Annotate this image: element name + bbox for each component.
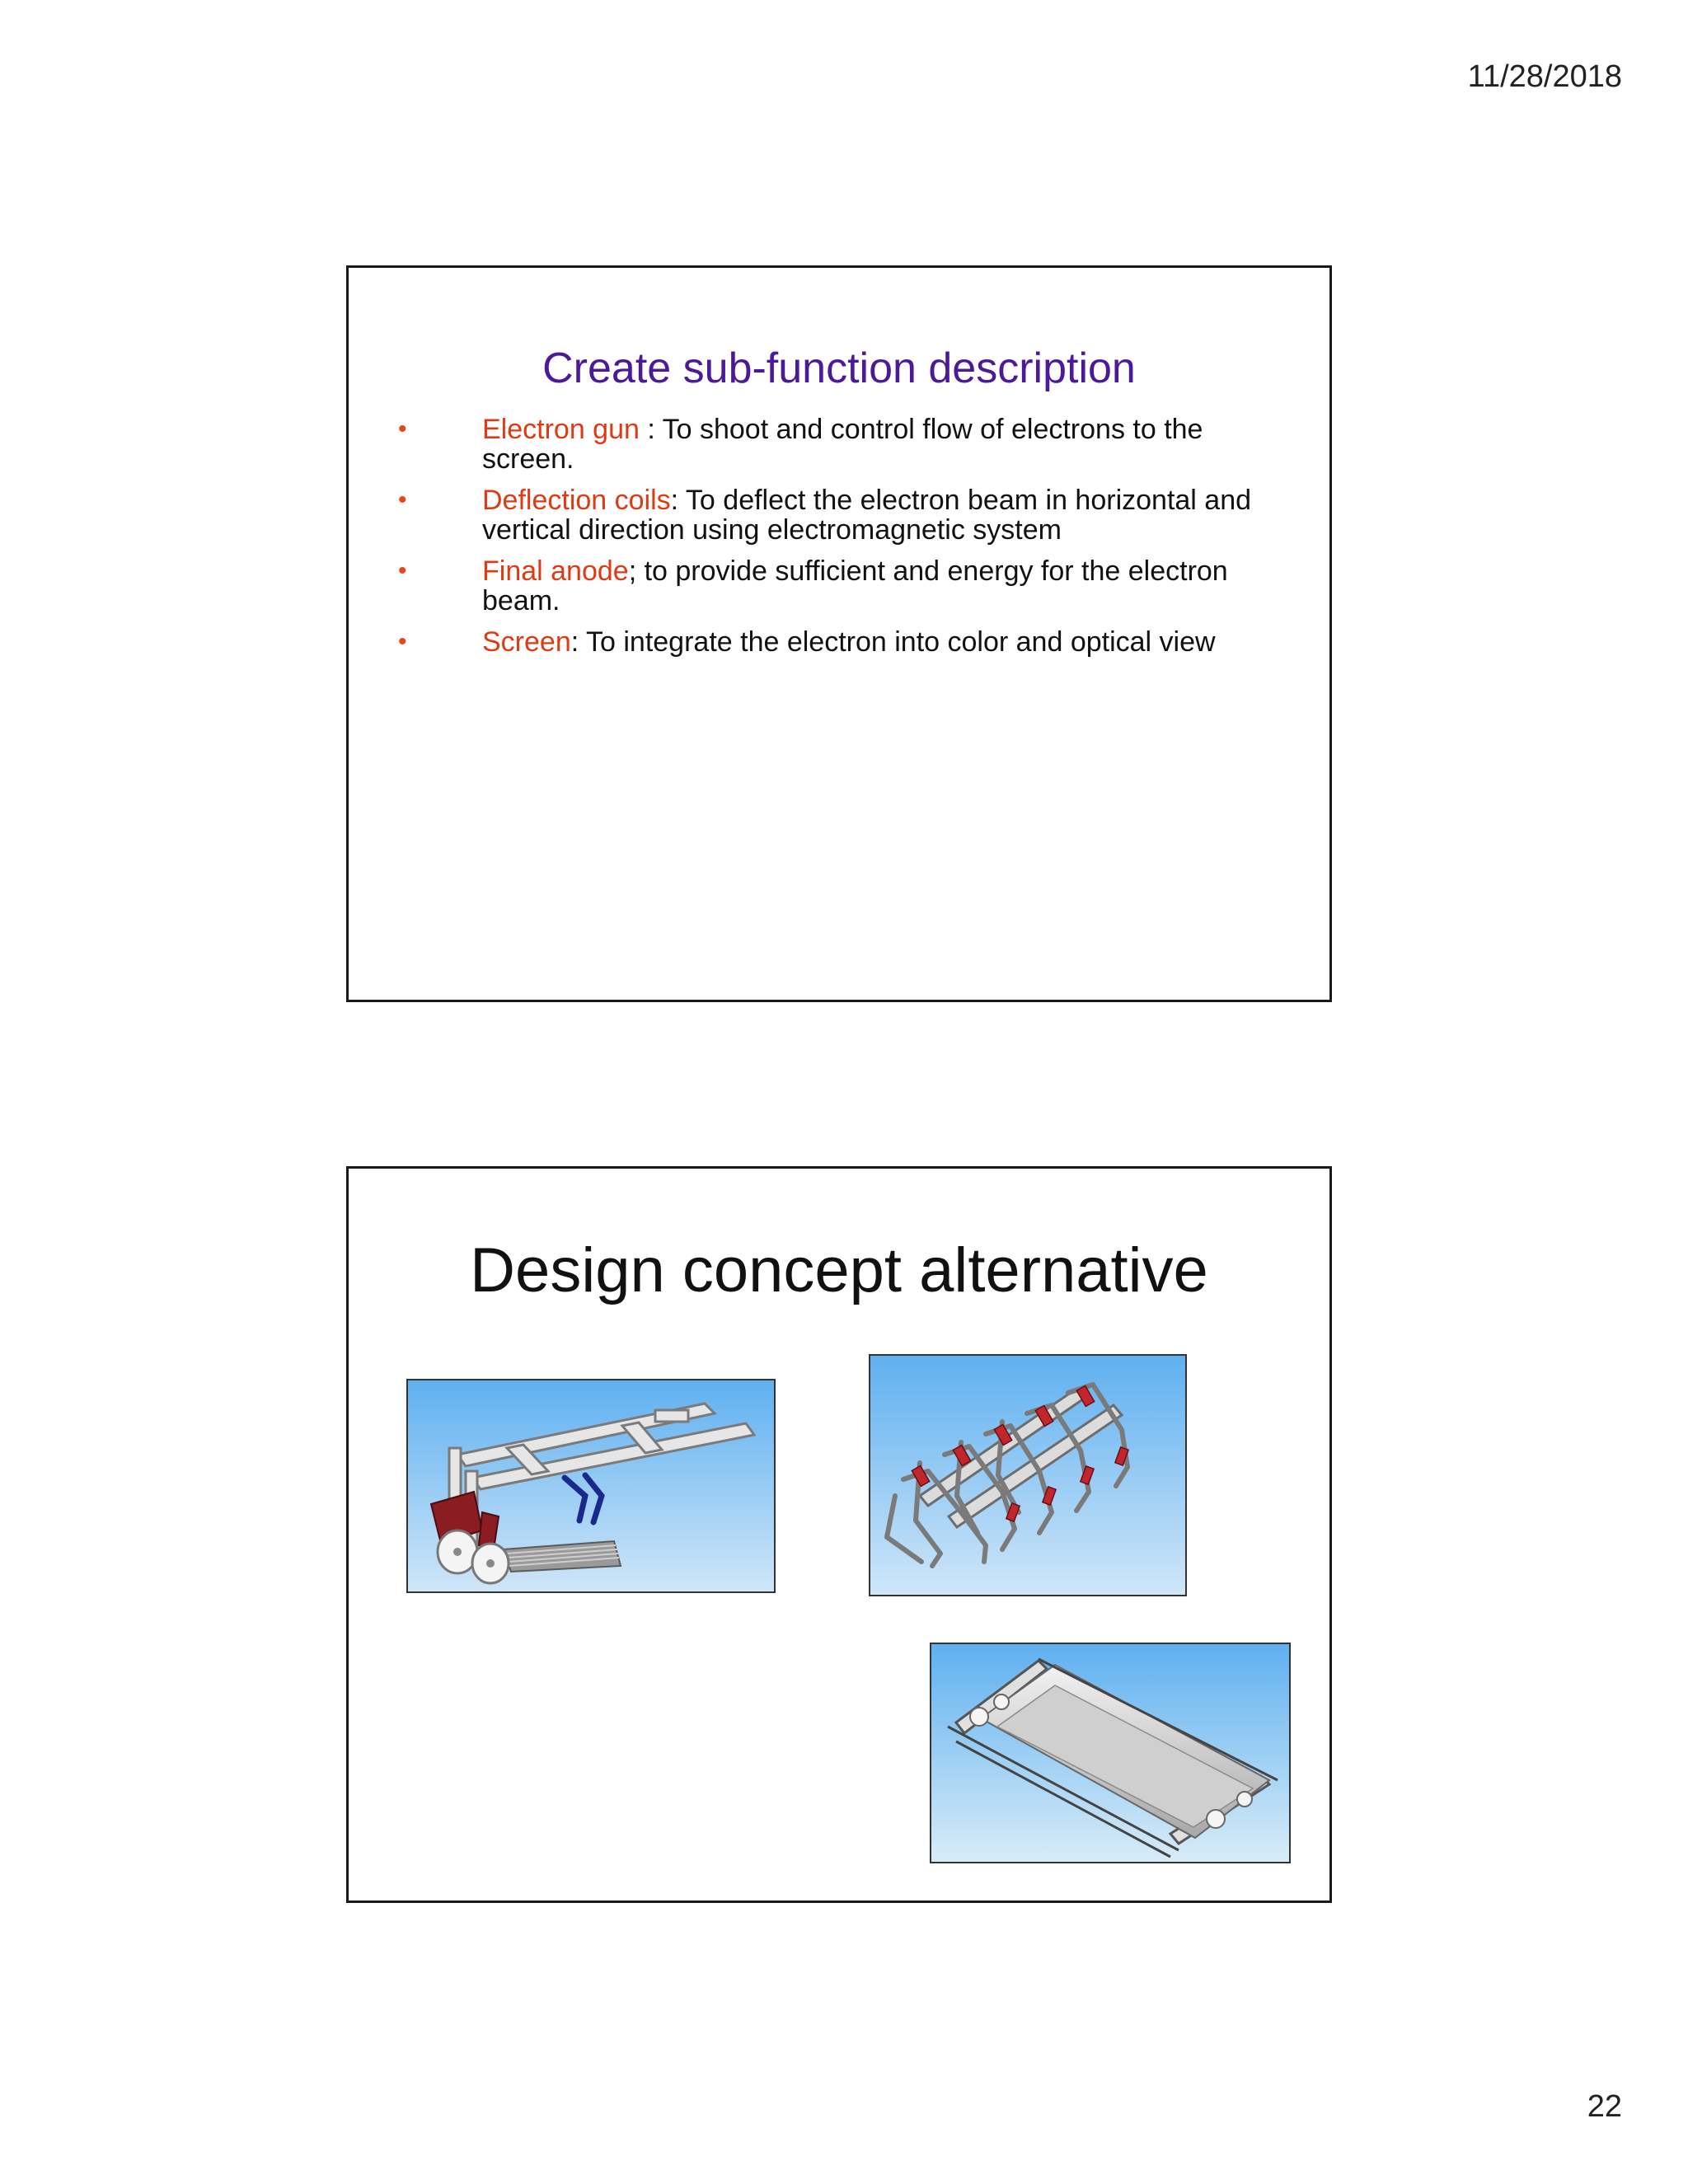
bullet-term: Deflection coils <box>482 485 671 516</box>
bullet-dot: • <box>398 628 407 655</box>
bullet-dot: • <box>398 486 407 513</box>
bullet-dot: • <box>398 415 407 443</box>
page-date: 11/28/2018 <box>1467 59 1622 94</box>
bullet-item <box>398 485 1272 545</box>
bullet-item <box>398 627 1272 657</box>
bullet-text: : To deflect the electron beam in horizontal and vertical direction using electromagnetic system <box>482 485 1252 546</box>
bullet-term: Screen <box>482 626 571 658</box>
bullet-term: Final anode <box>482 555 629 587</box>
slide-sub-function-description <box>346 265 1332 1002</box>
concept-image-walking-frame <box>869 1354 1187 1596</box>
bullet-text: ; to provide sufficient and energy for the electron beam. <box>482 555 1228 616</box>
slide-design-concept-alternative <box>346 1166 1332 1903</box>
bullet-list <box>398 415 1272 668</box>
bullet-item <box>398 556 1272 616</box>
bullet-term: Electron gun <box>482 414 640 445</box>
page-number: 22 <box>1587 2089 1622 2124</box>
bullet-dot: • <box>398 557 407 584</box>
bullet-text: : To shoot and control flow of electrons to the screen. <box>482 414 1203 475</box>
concept-image-wheeled-frame <box>406 1379 776 1593</box>
concept-image-conveyor-tray <box>930 1643 1291 1863</box>
bullet-text: : To integrate the electron into color and optical view <box>570 626 1216 658</box>
slide-title: Create sub-function description <box>542 344 1136 392</box>
slide-title: Design concept alternative <box>470 1235 1208 1305</box>
bullet-item <box>398 415 1272 474</box>
